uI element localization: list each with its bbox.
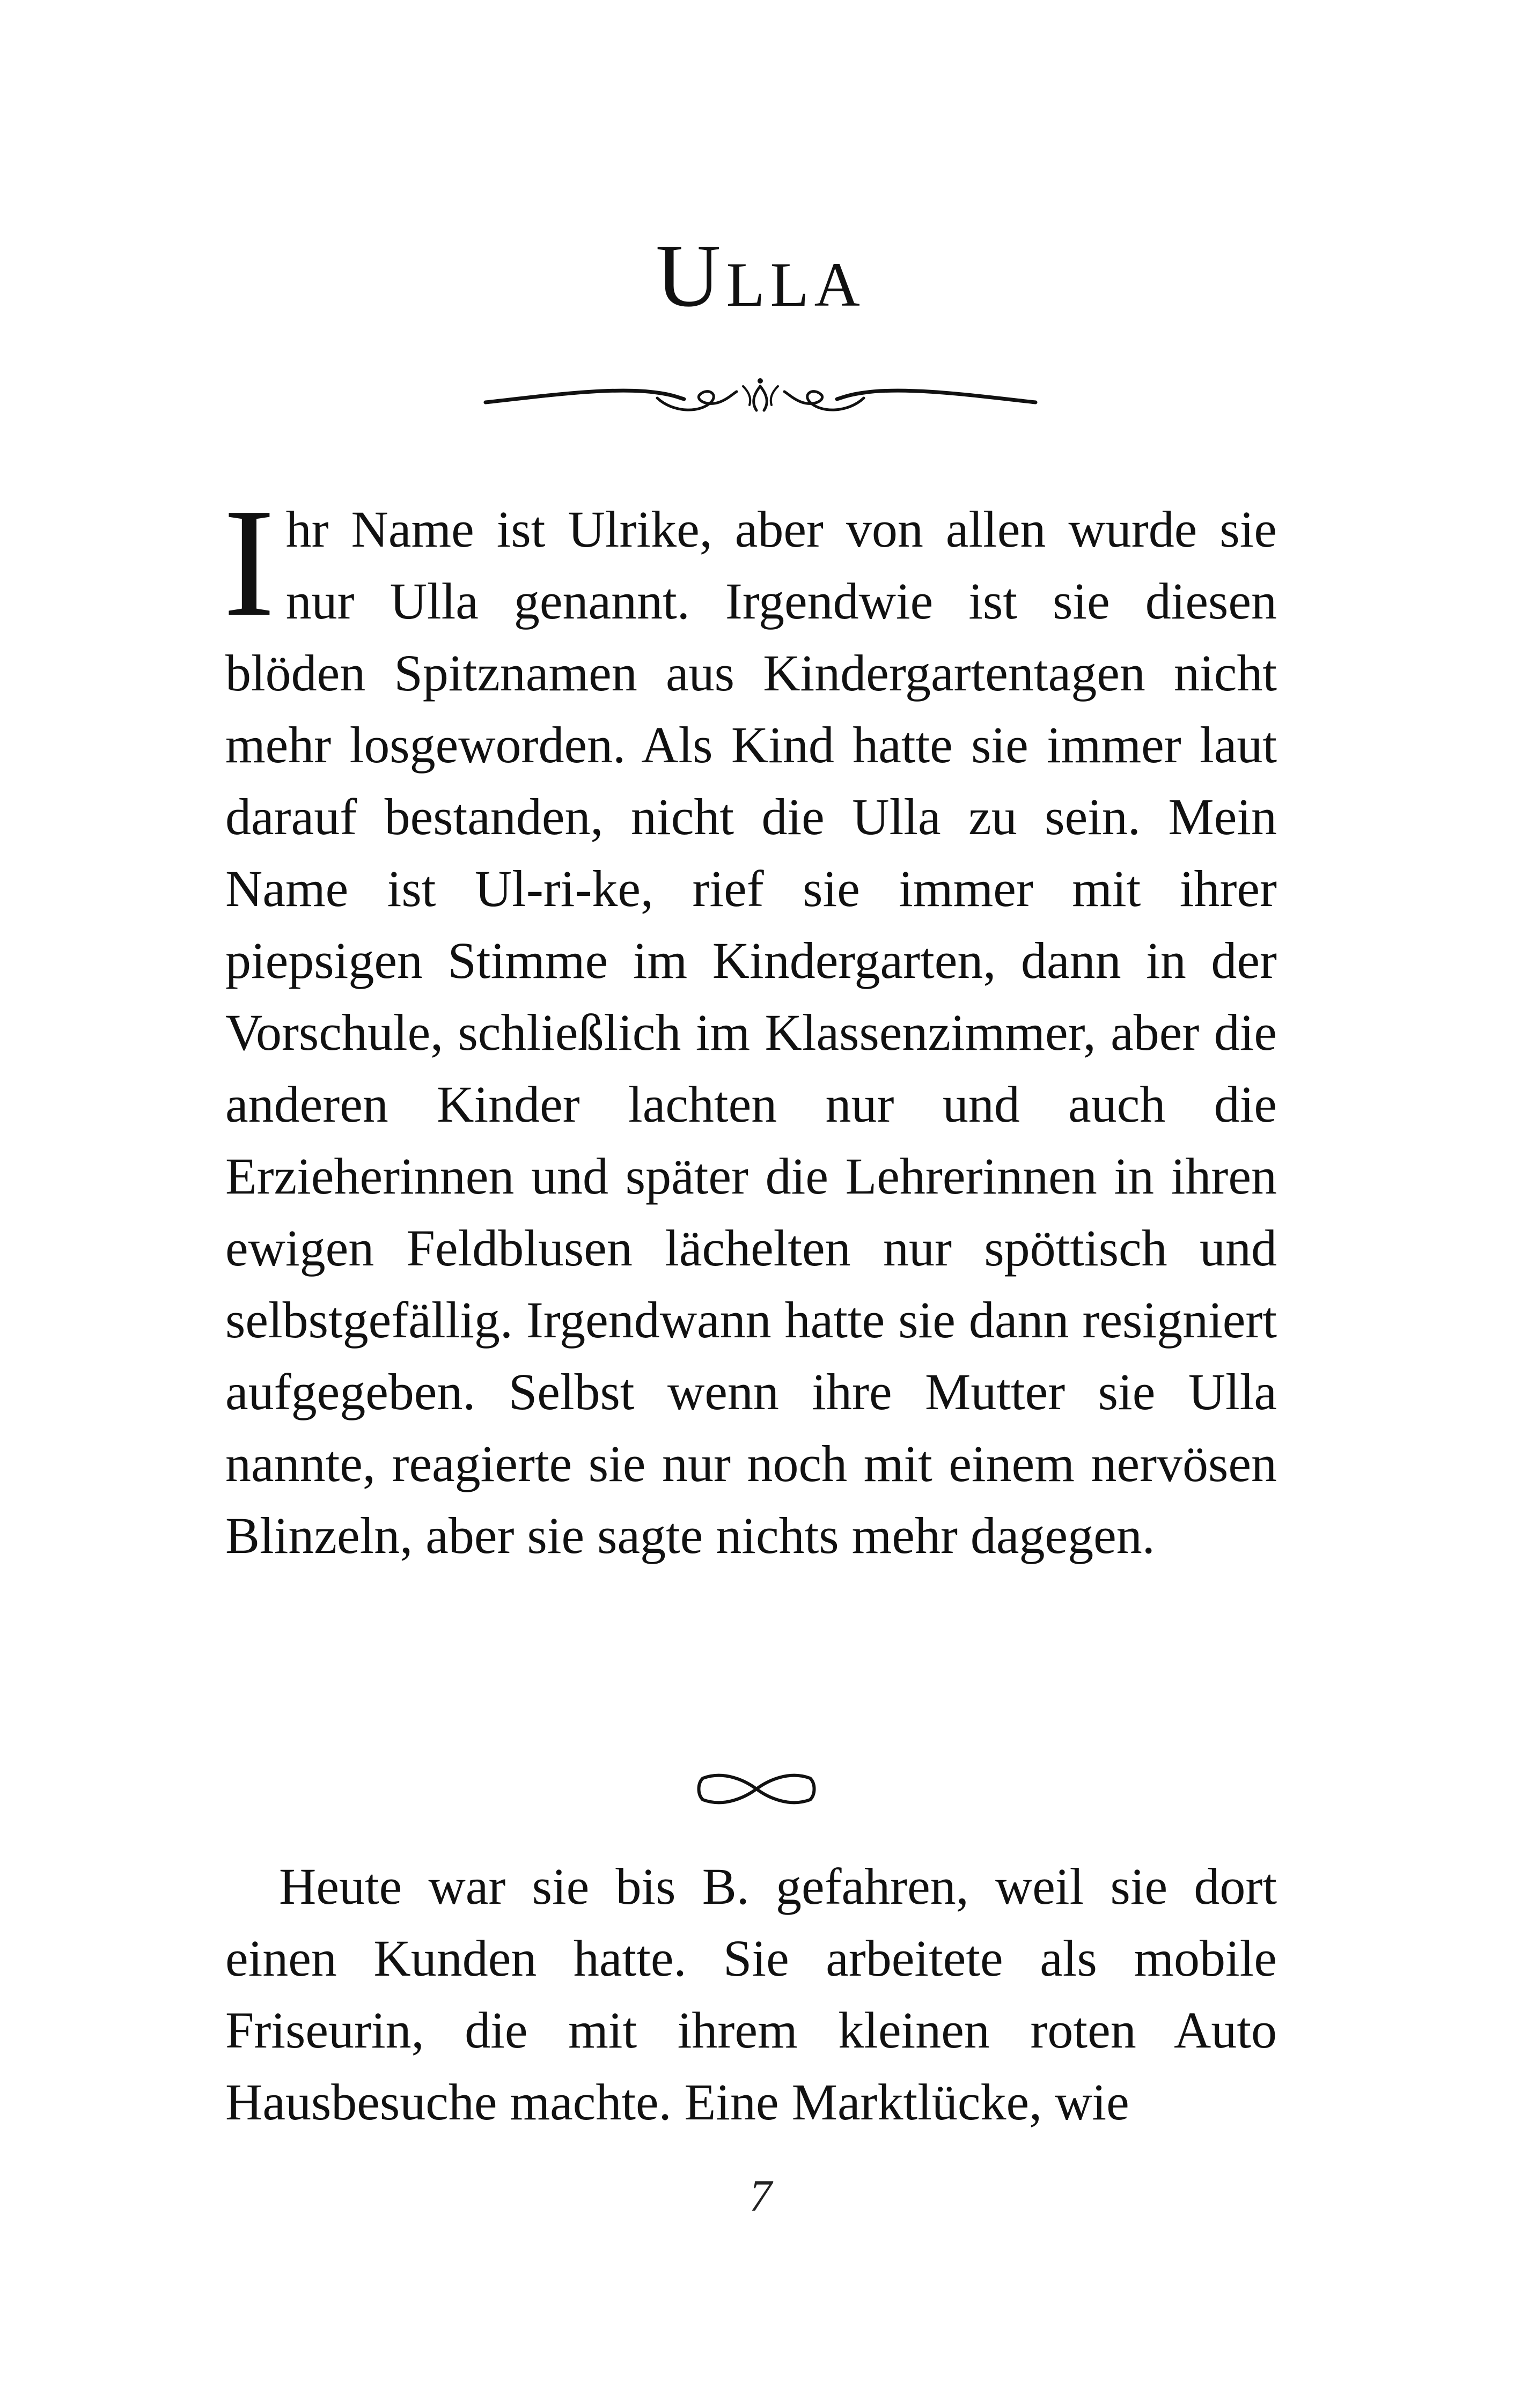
paragraph-2: Heute war sie bis B. gefahren, weil sie dort einen Kunden hatte. Sie arbeitete als mobile Friseurin, die mit ihrem kleinen roten Auto Hausbesuche machte. Eine Marktlücke, wie [225,1858,1277,2131]
page-number: 7 [749,2171,772,2221]
drop-cap: I [223,476,275,649]
chapter-title: Ulla [656,226,865,326]
paragraph-1-text: hr Name ist Ulrike, aber von allen wurde sie nur Ulla genannt. Irgendwie ist sie diesen blöden Spitznamen aus Kindergartentagen nicht mehr losgeworden. Als Kind hatte sie immer laut darauf bestanden, nicht die Ulla zu sein. Mein Name ist Ul-ri-ke, rief sie immer mit ihrer piepsigen Stimme im Kindergarten, dann in der Vorschule, schließlich im Klassenzimmer, aber die anderen Kinder lachten nur und auch die Erzieherinnen und später die Lehrerinnen in ihren ewigen Feldblusen lächelten nur spöttisch und selbstgefällig. Irgendwann hatte sie dann resigniert aufgegeben. Selbst wenn ihre Mutter sie Ulla nannte, reagierte sie nur noch mit einem nervösen Blinzeln, aber sie sagte nichts mehr dagegen. [225,500,1277,1564]
fleuron-icon [692,1759,821,1818]
paragraph-1 [223,476,1277,1572]
flourish-divider-icon [480,365,1041,429]
